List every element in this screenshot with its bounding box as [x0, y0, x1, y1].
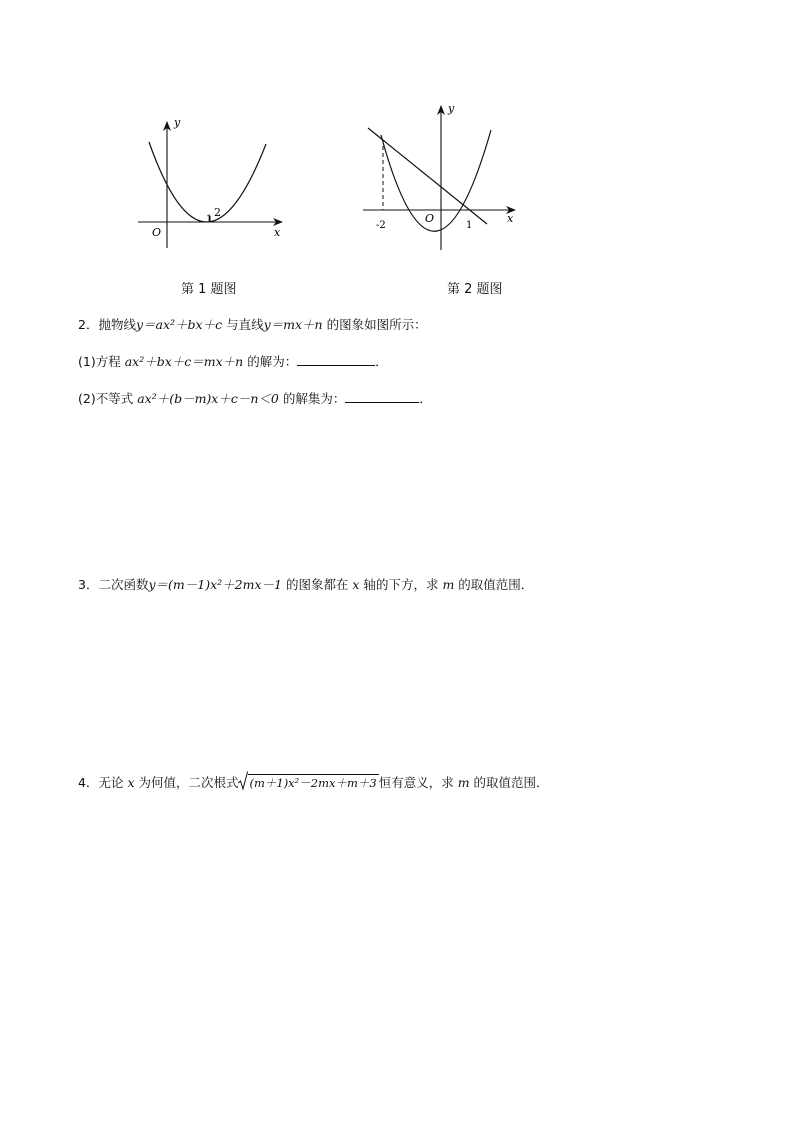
part-end: ． [375, 354, 388, 369]
figure-2-graph [355, 100, 525, 252]
function-expression: y＝(m－1)x²＋2mx－1 [148, 577, 282, 592]
line-expression: y＝mx＋n [263, 317, 323, 332]
question-4 [78, 771, 549, 793]
question-2-part-2 [78, 388, 432, 409]
equation-expression: ax²＋bx＋c＝mx＋n [124, 354, 244, 369]
parabola-curve [381, 130, 491, 231]
variable-m: m [457, 775, 470, 790]
stem-text: 为何值，二次根式 [134, 775, 239, 790]
part-text: (1)方程 [78, 354, 125, 369]
stem-text: 二次函数 [98, 577, 149, 592]
question-number: 4． [78, 775, 99, 790]
radicand-expression: (m＋1)x²－2mx＋m＋3 [249, 776, 377, 790]
variable-m: m [442, 577, 455, 592]
tick-label-2: 2 [214, 206, 221, 219]
inequality-expression: ax²＋(b－m)x＋c－n＜0 [137, 391, 279, 406]
stem-text: 的取值范围． [469, 775, 549, 790]
stem-text: 与直线 [222, 317, 264, 332]
origin-label: O [152, 226, 162, 239]
stem-text: 的图象如图所示： [322, 317, 427, 332]
figure-2-caption: 第 2 题图 [447, 282, 503, 297]
stem-text: 无论 [98, 775, 128, 790]
part-text: 的解集为： [278, 391, 346, 406]
variable-x: x [127, 775, 135, 790]
variable-x: x [352, 577, 360, 592]
stem-text: 恒有意义，求 [378, 775, 458, 790]
answer-blank[interactable] [345, 388, 419, 403]
question-3 [78, 575, 533, 595]
x-axis-label: x [507, 212, 514, 225]
tick-label-1: 1 [206, 214, 213, 225]
part-text: 的解为： [243, 354, 298, 369]
part-text: (2)不等式 [78, 391, 138, 406]
y-axis-label: y [174, 116, 181, 129]
question-2-part-1 [78, 351, 388, 372]
stem-text: 抛物线 [98, 317, 136, 332]
tick-label-1: 1 [466, 220, 473, 231]
question-2-stem [78, 315, 427, 335]
part-end: ． [419, 391, 432, 406]
tick-label-neg2: -2 [376, 220, 386, 231]
radical-sign-icon [238, 771, 248, 791]
x-axis-label: x [274, 226, 281, 239]
parabola-expression: y＝ax²＋bx＋c [135, 317, 223, 332]
origin-label: O [425, 212, 435, 225]
stem-text: 的取值范围． [454, 577, 534, 592]
question-number: 2． [78, 317, 99, 332]
figure-1-caption: 第 1 题图 [181, 282, 237, 297]
square-root [238, 771, 378, 791]
answer-blank[interactable] [297, 351, 375, 366]
question-number: 3． [78, 577, 99, 592]
stem-text: 的图象都在 [281, 577, 353, 592]
stem-text: 轴的下方，求 [359, 577, 443, 592]
y-axis-label: y [448, 102, 455, 115]
figure-1-graph [130, 110, 290, 250]
